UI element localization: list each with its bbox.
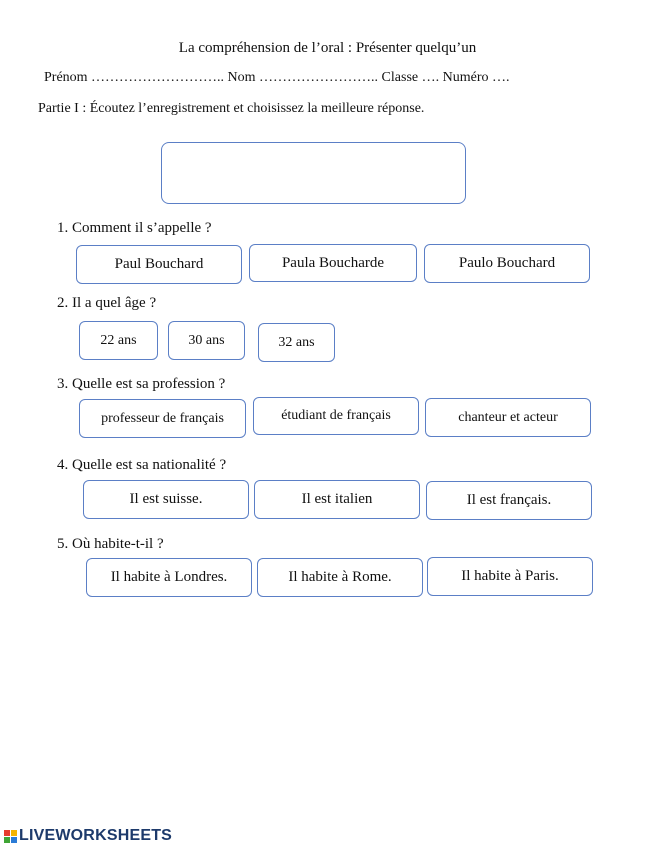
audio-player-box[interactable]	[161, 142, 466, 204]
question-number: 3.	[57, 376, 69, 392]
question-number: 4.	[57, 457, 69, 473]
q2-option-2[interactable]: 30 ans	[168, 321, 245, 360]
question-text: Où habite-t-il ?	[72, 536, 164, 552]
q4-option-3[interactable]: Il est français.	[426, 481, 592, 520]
question-number: 5.	[57, 536, 69, 552]
q3-option-1[interactable]: professeur de français	[79, 399, 246, 438]
liveworksheets-logo-icon	[4, 830, 17, 843]
question-number: 2.	[57, 295, 69, 311]
worksheet-title: La compréhension de l’oral : Présenter quelqu’un	[178, 40, 477, 56]
question-2	[57, 295, 156, 312]
q2-option-3[interactable]: 32 ans	[258, 323, 335, 362]
q5-option-2[interactable]: Il habite à Rome.	[257, 558, 423, 597]
q2-option-1[interactable]: 22 ans	[79, 321, 158, 360]
q5-option-3[interactable]: Il habite à Paris.	[427, 557, 593, 596]
q3-option-2[interactable]: étudiant de français	[253, 397, 419, 435]
q4-option-2[interactable]: Il est italien	[254, 480, 420, 519]
question-3	[57, 376, 225, 393]
question-text: Il a quel âge ?	[72, 295, 157, 311]
question-text: Quelle est sa profession ?	[72, 376, 226, 392]
question-text: Comment il s’appelle ?	[72, 220, 212, 236]
q1-option-3[interactable]: Paulo Bouchard	[424, 244, 590, 283]
q1-option-1[interactable]: Paul Bouchard	[76, 245, 242, 284]
brand-name: LIVEWORKSHEETS	[19, 827, 173, 844]
question-text: Quelle est sa nationalité ?	[72, 457, 227, 473]
student-identity-line: Prénom ……………………….. Nom …………………….. Classe …. Numéro ….	[44, 70, 510, 85]
liveworksheets-logo	[4, 827, 172, 845]
question-5	[57, 536, 164, 553]
q4-option-1[interactable]: Il est suisse.	[83, 480, 249, 519]
part-instruction: Partie I : Écoutez l’enregistrement et choisissez la meilleure réponse.	[38, 101, 425, 116]
q1-option-2[interactable]: Paula Boucharde	[249, 244, 417, 282]
question-number: 1.	[57, 220, 69, 236]
q3-option-3[interactable]: chanteur et acteur	[425, 398, 591, 437]
question-1	[57, 220, 212, 237]
q5-option-1[interactable]: Il habite à Londres.	[86, 558, 252, 597]
question-4	[57, 457, 226, 474]
